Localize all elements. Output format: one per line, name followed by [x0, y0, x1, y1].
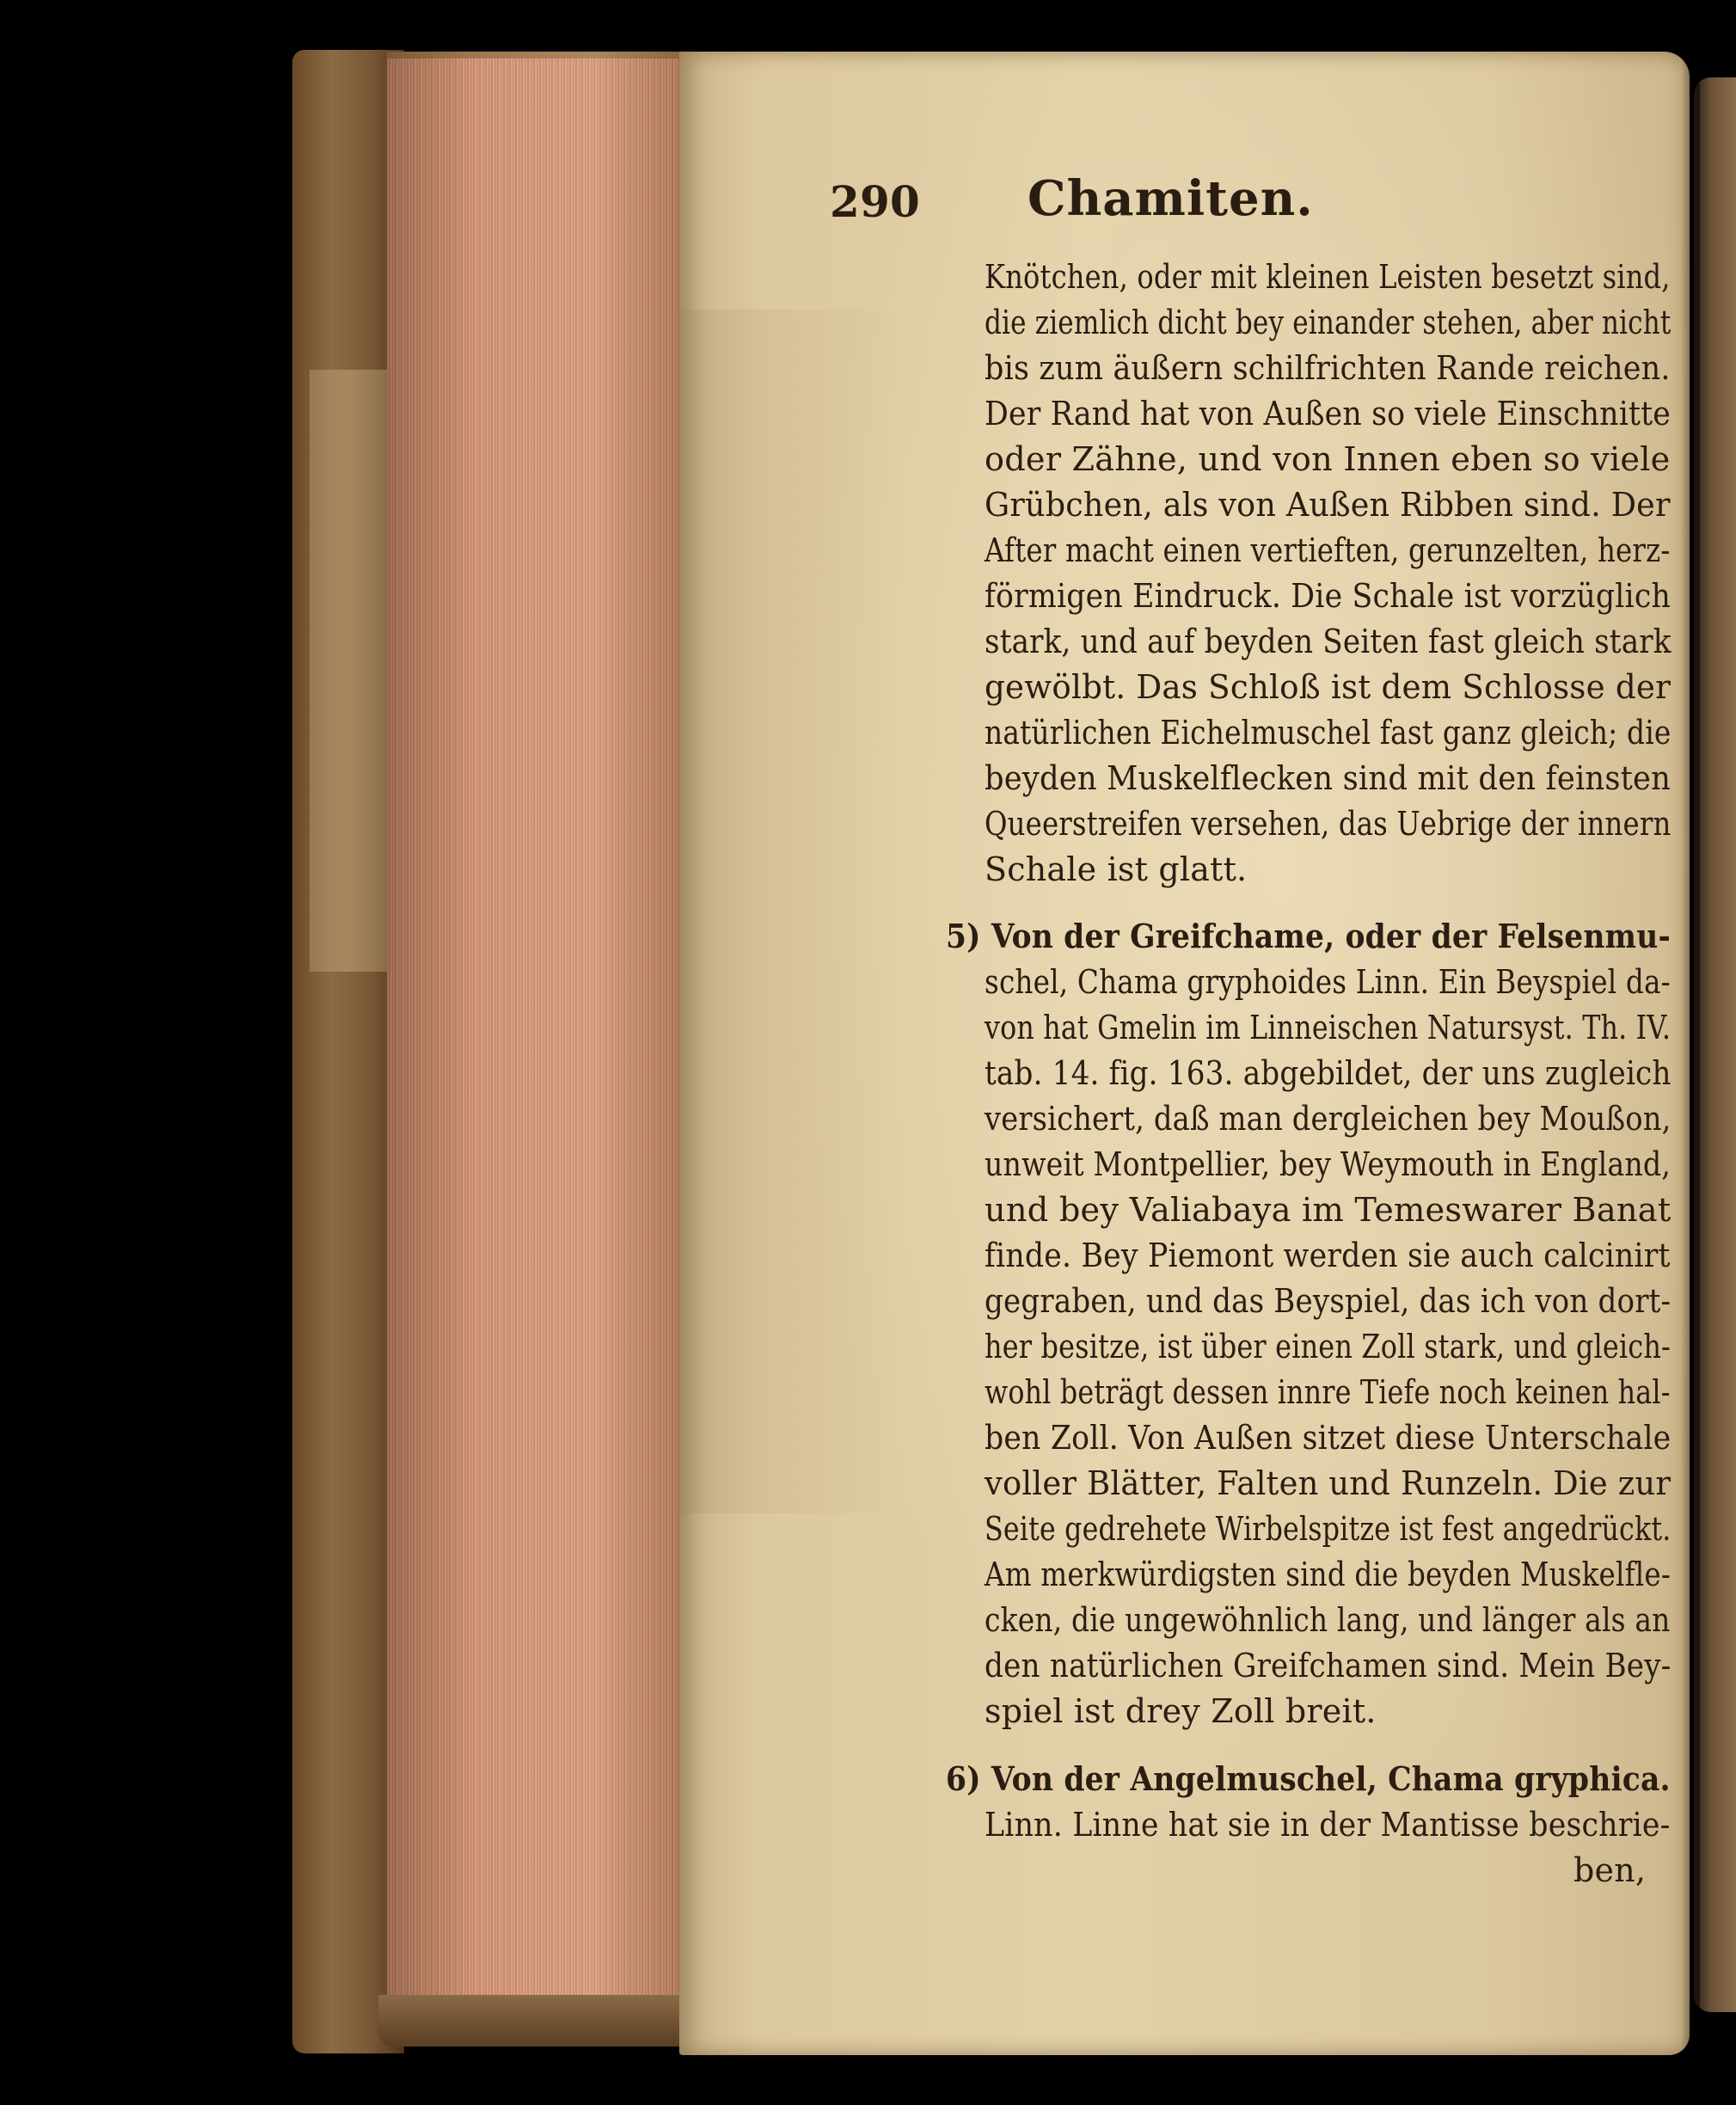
text-line: schel, Chama gryphoides Linn. Ein Beyspiel da-	[985, 963, 1671, 1001]
text-line: förmigen Eindruck. Die Schale ist vorzüglich	[985, 577, 1671, 615]
text-line: ben Zoll. Von Außen sitzet diese Unterschale	[985, 1419, 1672, 1457]
text-line: wohl beträgt dessen innre Tiefe noch keinen hal-	[985, 1373, 1671, 1411]
adjacent-page-edge	[1694, 77, 1736, 2012]
text-line: die ziemlich dicht bey einander stehen, aber nicht	[985, 304, 1672, 341]
text-line: Linn. Linne hat sie in der Mantisse beschrie-	[985, 1806, 1671, 1844]
text-line: Knötchen, oder mit kleinen Leisten besetzt sind,	[985, 258, 1671, 296]
page-edges-shading	[387, 52, 684, 2029]
running-head: Chamiten.	[1027, 170, 1314, 227]
text-line: 5) Von der Greifchame, oder der Felsenmu-	[946, 917, 1671, 955]
text-line: voller Blätter, Falten und Runzeln. Die zur	[985, 1464, 1672, 1502]
text-line: gewölbt. Das Schloß ist dem Schlosse der	[985, 668, 1672, 706]
cover-endpaper	[310, 370, 387, 972]
text-line: ben,	[1573, 1851, 1647, 1889]
text-line: versichert, daß man dergleichen bey Moußon,	[985, 1100, 1672, 1138]
text-line: 6) Von der Angelmuschel, Chama gryphica.	[946, 1759, 1671, 1798]
text-line: finde. Bey Piemont werden sie auch calcinirt	[985, 1237, 1671, 1274]
text-line: her besitze, ist über einen Zoll stark, und gleich-	[985, 1328, 1672, 1365]
text-line: Der Rand hat von Außen so viele Einschnitte	[985, 395, 1672, 433]
text-line: beyden Muskelflecken sind mit den feinsten	[985, 759, 1672, 797]
text-page	[679, 52, 1690, 2055]
text-line: und bey Valiabaya im Temeswarer Banat	[985, 1191, 1672, 1229]
text-line: spiel ist drey Zoll breit.	[985, 1692, 1377, 1730]
text-line: stark, und auf beyden Seiten fast gleich stark	[985, 623, 1672, 660]
text-line: gegraben, und das Beyspiel, das ich von dort-	[985, 1282, 1672, 1320]
book-bottom-board	[378, 1995, 696, 2047]
text-line: Grübchen, als von Außen Ribben sind. Der	[985, 486, 1671, 524]
text-line: Am merkwürdigsten sind die beyden Muskelfle-	[985, 1556, 1672, 1593]
text-line: oder Zähne, und von Innen eben so viele	[985, 440, 1671, 478]
text-line: cken, die ungewöhnlich lang, und länger als an	[985, 1601, 1671, 1639]
text-line: unweit Montpellier, bey Weymouth in England,	[985, 1145, 1672, 1183]
text-line: Queerstreifen versehen, das Uebrige der innern	[985, 805, 1672, 843]
page-edge-shadow	[1681, 52, 1700, 2055]
text-line: natürlichen Eichelmuschel fast ganz gleich; die	[985, 714, 1672, 752]
text-line: Seite gedrehete Wirbelspitze ist fest angedrückt.	[985, 1510, 1672, 1548]
text-line: After macht einen vertieften, gerunzelten, herz-	[985, 531, 1671, 569]
text-line: den natürlichen Greifchamen sind. Mein Bey-	[985, 1647, 1672, 1685]
text-line: von hat Gmelin im Linneischen Natursyst. Th. IV.	[985, 1009, 1672, 1046]
show-through-shadow	[679, 310, 903, 1513]
text-line: tab. 14. fig. 163. abgebildet, der uns zugleich	[985, 1054, 1672, 1092]
text-line: Schale ist glatt.	[985, 850, 1248, 888]
text-line: bis zum äußern schilfrichten Rande reichen.	[985, 349, 1671, 387]
page-number: 290	[830, 176, 920, 227]
